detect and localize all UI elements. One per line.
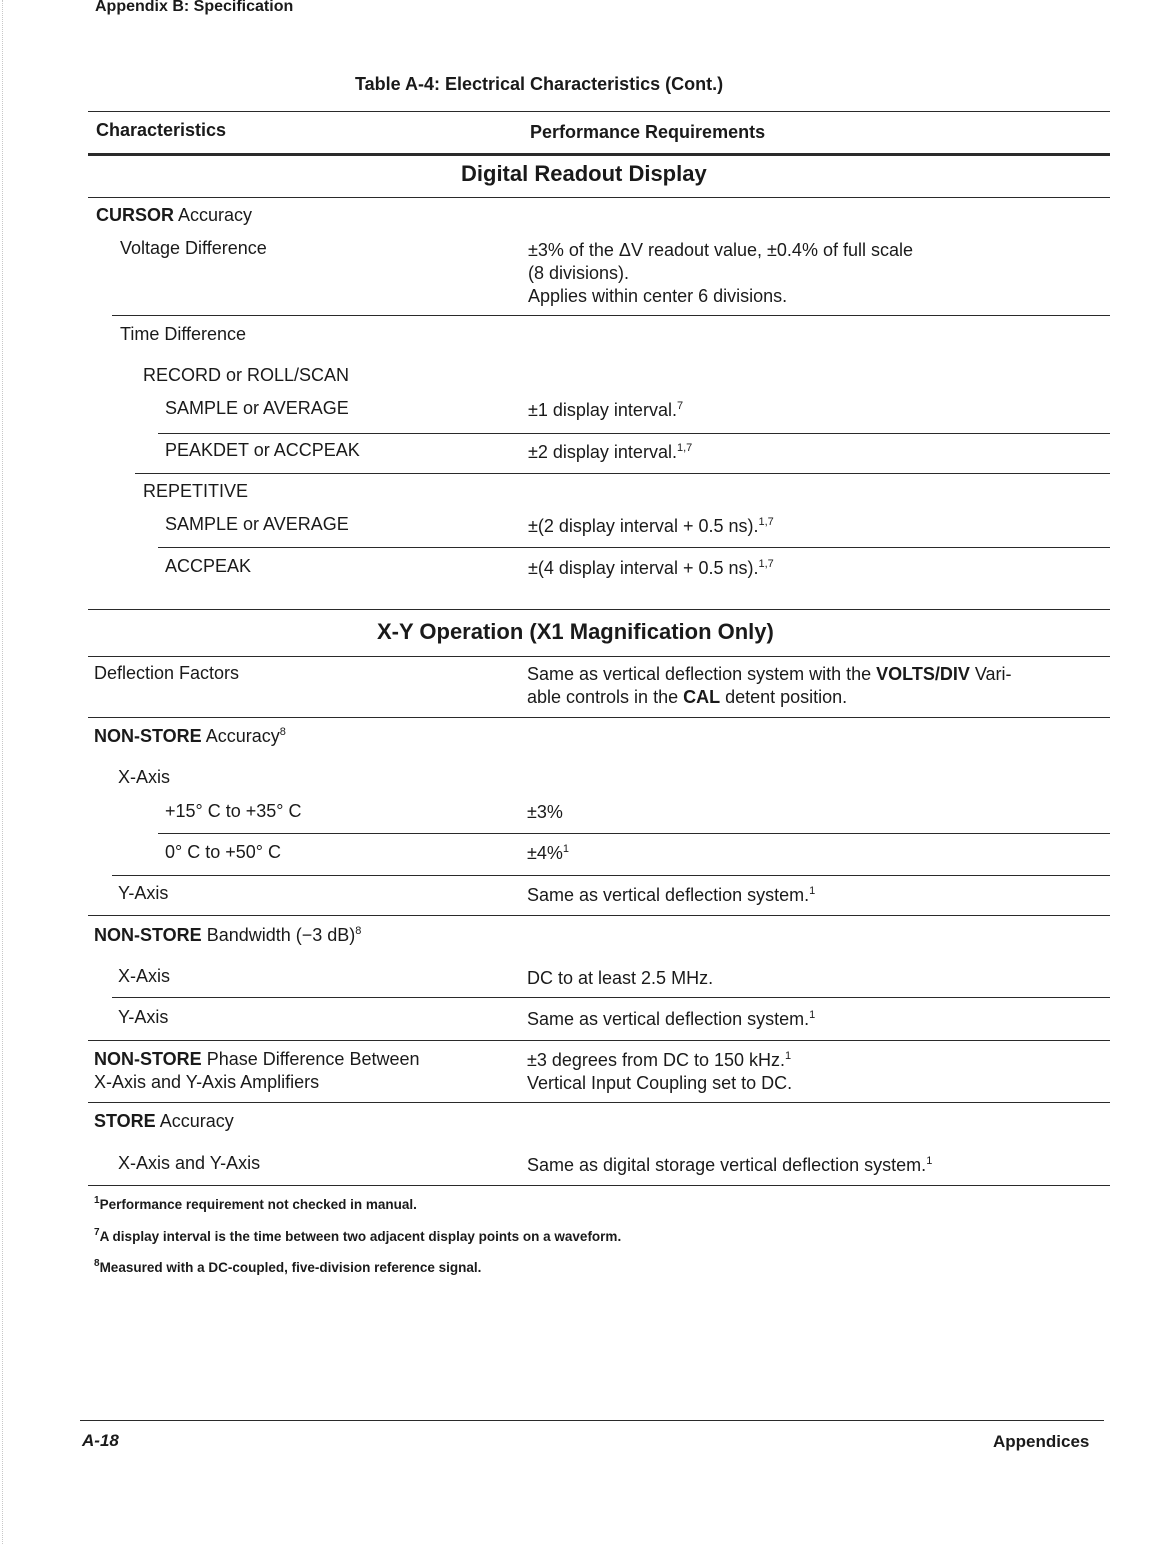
section-rule [88, 609, 1110, 610]
row-voltage-difference: Voltage Difference [120, 238, 267, 258]
section-rule [88, 197, 1110, 198]
row-y-axis-accuracy: Y-Axis [118, 883, 169, 903]
sample-average-repetitive-requirement: ±(2 display interval + 0.5 ns).$^{1,7}$ [528, 516, 774, 536]
row-non-store-bandwidth: NON-STORE Bandwidth (−3 dB)$^8$ [94, 925, 362, 945]
row-peakdet-accpeak: PEAKDET or ACCPEAK [165, 440, 360, 460]
column-header-characteristics: Characteristics [96, 120, 227, 140]
row-temp-0-50: 0° C to +50° C [165, 842, 281, 862]
row-time-difference: Time Difference [120, 324, 247, 344]
section-title-xy-operation: X-Y Operation (X1 Magnification Only) [377, 619, 774, 644]
row-rule [158, 547, 1110, 548]
row-x-and-y-axis: X-Axis and Y-Axis [118, 1153, 261, 1173]
row-deflection-factors: Deflection Factors [94, 663, 240, 683]
row-temp-15-35: +15° C to +35° C [165, 801, 302, 821]
row-rule [88, 1102, 1110, 1103]
x-axis-bandwidth-requirement: DC to at least 2.5 MHz. [527, 968, 714, 988]
sample-average-record-requirement: ±1 display interval.$^7$ [528, 400, 684, 420]
table-caption: Table A-4: Electrical Characteristics (Cont.) [355, 74, 724, 94]
footer-rule [80, 1420, 1104, 1421]
x-and-y-axis-requirement: Same as digital storage vertical deflection system.$^1$ [527, 1155, 933, 1175]
row-x-axis-accuracy: X-Axis [118, 767, 171, 787]
running-title: Appendix B: Specification [95, 0, 294, 15]
y-axis-bandwidth-requirement: Same as vertical deflection system.$^1$ [527, 1009, 816, 1029]
row-rule [88, 915, 1110, 916]
header-rule [88, 153, 1110, 156]
column-header-performance: Performance Requirements [530, 122, 766, 142]
row-store-accuracy: STORE Accuracy [94, 1111, 234, 1131]
row-rule [88, 717, 1110, 718]
accpeak-requirement: ±(4 display interval + 0.5 ns).$^{1,7}$ [528, 558, 774, 578]
table-bottom-rule [88, 1185, 1110, 1186]
row-x-axis-bandwidth: X-Axis [118, 966, 171, 986]
phase-difference-requirement: ±3 degrees from DC to 150 kHz.$^1$ Vertical Input Coupling set to DC. [527, 1050, 793, 1093]
row-rule [158, 433, 1110, 434]
row-sample-average-repetitive: SAMPLE or AVERAGE [165, 514, 349, 534]
footer-section-name: Appendices [993, 1432, 1090, 1451]
page-number: A-18 [82, 1431, 119, 1450]
row-rule [112, 997, 1110, 998]
scan-edge [2, 0, 3, 1544]
row-rule [88, 1040, 1110, 1041]
section-title-digital-readout: Digital Readout Display [461, 161, 707, 186]
temp-0-50-requirement: ±4%$^1$ [527, 843, 570, 863]
row-sample-average-record: SAMPLE or AVERAGE [165, 398, 349, 418]
row-non-store-accuracy: NON-STORE Accuracy$^8$ [94, 726, 286, 746]
row-rule [112, 875, 1110, 876]
table-top-rule [88, 111, 1110, 112]
voltage-difference-requirement: ±3% of the ΔV readout value, ±0.4% of full scale (8 divisions). Applies within center 6 divisions. [528, 240, 913, 306]
deflection-factors-requirement: Same as vertical deflection system with the VOLTS/DIV Vari- able controls in the CAL detent position. [527, 664, 1012, 707]
peakdet-accpeak-requirement: ±2 display interval.$^{1,7}$ [528, 442, 693, 462]
row-repetitive: REPETITIVE [143, 481, 249, 501]
footnote-1: $^1$Performance requirement not checked in manual. [94, 1195, 417, 1212]
footnote-8: $^8$Measured with a DC-coupled, five-division reference signal. [94, 1258, 482, 1275]
row-rule [112, 315, 1110, 316]
temp-15-35-requirement: ±3% [527, 802, 563, 822]
y-axis-accuracy-requirement: Same as vertical deflection system.$^1$ [527, 885, 816, 905]
row-cursor-accuracy: CURSOR Accuracy [96, 205, 253, 225]
row-rule [135, 473, 1110, 474]
row-y-axis-bandwidth: Y-Axis [118, 1007, 169, 1027]
row-rule [158, 833, 1110, 834]
row-record-roll-scan: RECORD or ROLL/SCAN [143, 365, 350, 385]
row-accpeak: ACCPEAK [165, 556, 252, 576]
footnote-7: $^7$A display interval is the time between two adjacent display points on a waveform. [94, 1227, 622, 1244]
section-rule [88, 656, 1110, 657]
row-non-store-phase-difference: NON-STORE Phase Difference Between X-Axis and Y-Axis Amplifiers [94, 1049, 420, 1092]
